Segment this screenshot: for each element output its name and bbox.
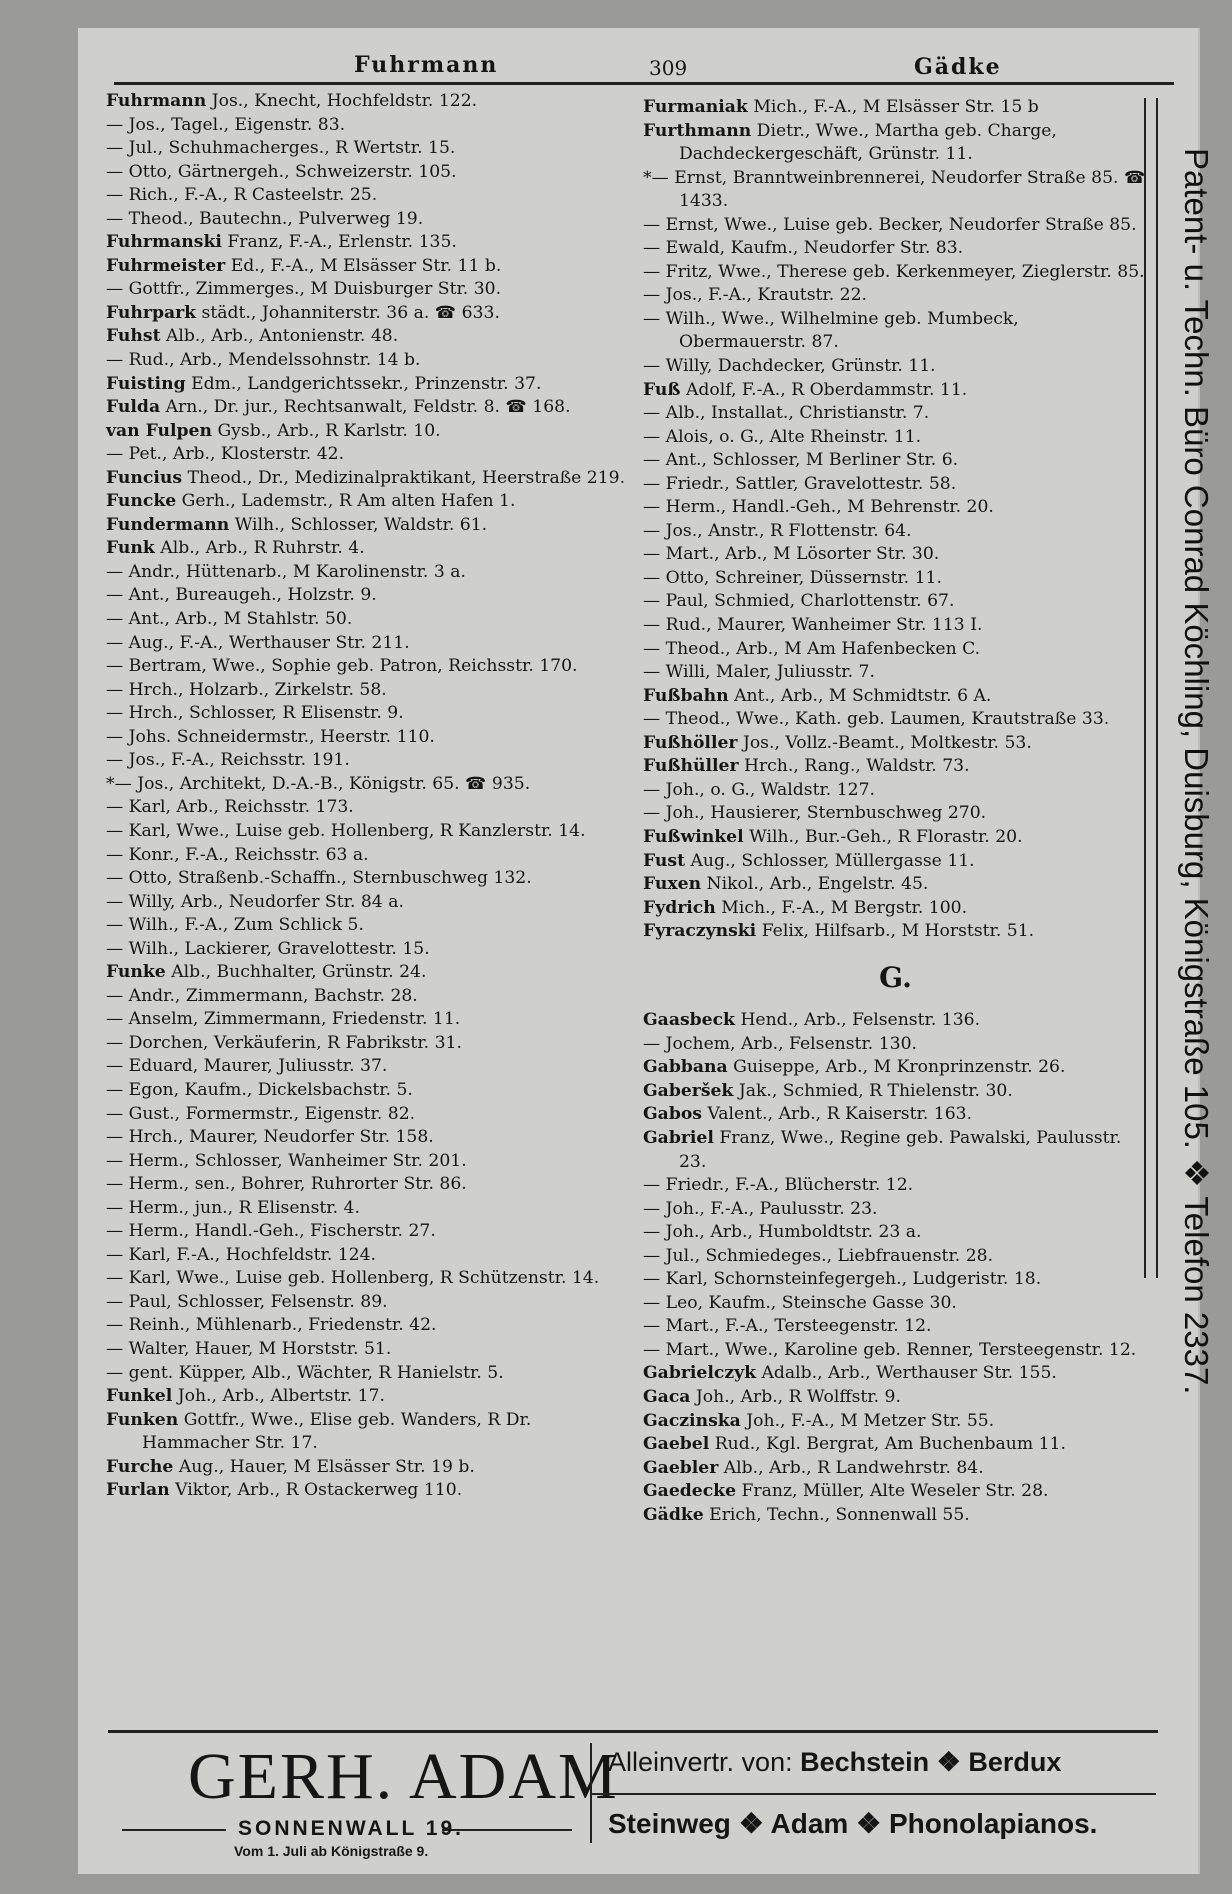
entry-surname: Fuhrmanski <box>106 232 222 253</box>
entry-details: — Gottfr., Zimmerges., M Duisburger Str. 30. <box>106 279 502 300</box>
entry-details: — Rud., Maurer, Wanheimer Str. 113 I. <box>643 615 983 636</box>
page-header <box>114 42 1174 85</box>
entry-surname: Fuß <box>643 379 681 400</box>
entry-details: Franz, Müller, Alte Weseler Str. 28. <box>741 1481 1049 1502</box>
entry-surname: Fußhüller <box>643 756 739 777</box>
directory-entry <box>643 308 1148 355</box>
directory-page <box>78 28 1215 1874</box>
directory-entry <box>643 1268 1148 1292</box>
directory-entry <box>106 679 626 703</box>
entry-details: Alb., Arb., Antonienstr. 48. <box>165 326 399 347</box>
entry-details: — Rich., F.-A., R Casteelstr. 25. <box>106 185 378 206</box>
directory-entry <box>643 284 1148 308</box>
directory-entry <box>643 543 1148 567</box>
entry-details: — Karl, F.-A., Hochfeldstr. 124. <box>106 1244 377 1265</box>
right-column-top-entries <box>643 96 1148 944</box>
directory-entry <box>643 120 1148 167</box>
directory-entry <box>106 820 626 844</box>
entry-details: — Ant., Bureaugeh., Holzstr. 9. <box>106 585 377 606</box>
directory-entry <box>106 373 626 397</box>
ad-sole-prefix: Alleinvertr. von: <box>608 1747 793 1777</box>
directory-entry <box>643 873 1148 897</box>
directory-entry <box>106 90 626 114</box>
entry-details: — Leo, Kaufm., Steinsche Gasse 30. <box>643 1292 957 1313</box>
entry-surname: Furmaniak <box>643 97 748 117</box>
directory-entry <box>643 1198 1148 1222</box>
entry-details: — Jul., Schmiedeges., Liebfrauenstr. 28. <box>643 1245 994 1266</box>
section-letter: G. <box>879 960 912 994</box>
directory-entry <box>643 1433 1148 1457</box>
directory-entry <box>643 1292 1148 1316</box>
entry-details: — Ewald, Kaufm., Neudorfer Str. 83. <box>643 238 964 259</box>
entry-surname: van Fulpen <box>106 420 212 441</box>
directory-entry <box>643 1457 1148 1481</box>
directory-entry <box>106 1197 626 1221</box>
entry-details: — Ant., Schlosser, M Berliner Str. 6. <box>643 450 959 471</box>
entry-details: Dietr., Wwe., Martha geb. Charge, Dachdeckergeschäft, Grünstr. 11. <box>679 120 1057 165</box>
ad-rule-middle <box>590 1793 1156 1795</box>
entry-surname: Gaasbeck <box>643 1010 735 1031</box>
entry-details: — Hrch., Schlosser, R Elisenstr. 9. <box>106 703 404 724</box>
entry-details: — Hrch., Maurer, Neudorfer Str. 158. <box>106 1127 434 1148</box>
entry-details: — Friedr., F.-A., Blücherstr. 12. <box>643 1175 914 1196</box>
directory-entry <box>106 632 626 656</box>
directory-entry <box>643 449 1148 473</box>
right-column-bottom-entries <box>643 1009 1148 1527</box>
directory-entry <box>643 755 1148 779</box>
directory-entry <box>106 1479 626 1503</box>
entry-surname: Gabrielczyk <box>643 1363 757 1384</box>
entry-details: Edm., Landgerichtssekr., Prinzenstr. 37. <box>191 373 542 394</box>
directory-entry <box>106 325 626 349</box>
entry-details: — Mart., Wwe., Karoline geb. Renner, Tersteegenstr. 12. <box>643 1339 1137 1360</box>
entry-details: Adalb., Arb., Werthauser Str. 155. <box>761 1363 1057 1384</box>
entry-details: Ed., F.-A., M Elsässer Str. 11 b. <box>230 255 502 276</box>
directory-entry <box>643 1315 1148 1339</box>
directory-entry <box>643 1033 1148 1057</box>
entry-details: — Theod., Wwe., Kath. geb. Laumen, Krautstraße 33. <box>643 709 1110 730</box>
entry-surname: Fuhrmann <box>106 91 207 111</box>
entry-details: — Otto, Straßenb.-Schaffn., Sternbuschweg 132. <box>106 868 532 889</box>
entry-details: Guiseppe, Arb., M Kronprinzenstr. 26. <box>733 1057 1066 1078</box>
entry-details: — Paul, Schmied, Charlottenstr. 67. <box>643 591 955 612</box>
directory-entry <box>106 726 626 750</box>
directory-entry <box>106 396 626 420</box>
right-column <box>643 96 1148 1527</box>
directory-entry <box>106 1244 626 1268</box>
directory-entry <box>643 520 1148 544</box>
directory-entry <box>106 537 626 561</box>
entry-details: Theod., Dr., Medizinalpraktikant, Heerstraße 219. <box>187 467 626 488</box>
entry-surname: Fuisting <box>106 373 186 394</box>
directory-entry <box>106 891 626 915</box>
entry-surname: Fuhst <box>106 326 161 347</box>
entry-details: — Anselm, Zimmermann, Friedenstr. 11. <box>106 1009 461 1030</box>
entry-details: — Willy, Arb., Neudorfer Str. 84 a. <box>106 891 404 912</box>
sidebar-rule-left <box>1144 98 1158 1278</box>
directory-entry <box>643 1103 1148 1127</box>
entry-details: Nikol., Arb., Engelstr. 45. <box>706 874 929 895</box>
directory-entry <box>643 214 1148 238</box>
entry-details: — Joh., Arb., Humboldtstr. 23 a. <box>643 1222 922 1243</box>
entry-details: — Theod., Arb., M Am Hafenbecken C. <box>643 638 981 659</box>
entry-details: Wilh., Schlosser, Waldstr. 61. <box>234 514 488 535</box>
directory-entry <box>643 1504 1148 1528</box>
left-column <box>106 90 626 1503</box>
entry-details: — Konr., F.-A., Reichsstr. 63 a. <box>106 844 369 865</box>
entry-details: Felix, Hilfsarb., M Horststr. 51. <box>761 921 1035 942</box>
entry-surname: Gädke <box>643 1504 704 1525</box>
entry-surname: Funke <box>106 962 166 983</box>
entry-details: — Egon, Kaufm., Dickelsbachstr. 5. <box>106 1079 413 1100</box>
entry-details: — Ant., Arb., M Stahlstr. 50. <box>106 609 353 630</box>
entry-details: — Eduard, Maurer, Juliusstr. 37. <box>106 1056 388 1077</box>
entry-details: — Johs. Schneidermstr., Heerstr. 110. <box>106 726 435 747</box>
directory-entry <box>106 1338 626 1362</box>
directory-entry <box>106 1362 626 1386</box>
directory-entry <box>643 661 1148 685</box>
entry-details: — Reinh., Mühlenarb., Friedenstr. 42. <box>106 1315 437 1336</box>
entry-surname: Gabbana <box>643 1057 728 1078</box>
directory-entry <box>643 473 1148 497</box>
entry-details: Franz, F.-A., Erlenstr. 135. <box>227 232 457 253</box>
directory-entry <box>106 1150 626 1174</box>
entry-details: — Herm., Schlosser, Wanheimer Str. 201. <box>106 1150 467 1171</box>
entry-surname: Funken <box>106 1409 179 1430</box>
entry-surname: Funcius <box>106 467 183 488</box>
entry-surname: Fyraczynski <box>643 921 757 942</box>
entry-surname: Gaebler <box>643 1457 719 1478</box>
directory-entry <box>106 1103 626 1127</box>
directory-entry <box>106 1220 626 1244</box>
entry-surname: Fußhöller <box>643 732 738 753</box>
entry-surname: Fulda <box>106 397 161 418</box>
directory-entry <box>106 584 626 608</box>
directory-entry <box>643 1174 1148 1198</box>
directory-entry <box>643 402 1148 426</box>
directory-entry <box>106 349 626 373</box>
directory-entry <box>643 261 1148 285</box>
entry-surname: Furlan <box>106 1480 170 1501</box>
directory-entry <box>106 420 626 444</box>
directory-entry <box>643 167 1148 214</box>
ad-brand: GERH. ADAM <box>188 1740 619 1813</box>
directory-entry <box>106 938 626 962</box>
directory-entry <box>643 1386 1148 1410</box>
entry-details: — Willy, Dachdecker, Grünstr. 11. <box>643 356 936 377</box>
entry-details: — Alois, o. G., Alte Rheinstr. 11. <box>643 426 922 447</box>
directory-entry <box>106 514 626 538</box>
directory-entry <box>106 1079 626 1103</box>
entry-details: — Willi, Maler, Juliusstr. 7. <box>643 662 875 683</box>
entry-details: — Herm., sen., Bohrer, Ruhrorter Str. 86. <box>106 1174 467 1195</box>
directory-entry <box>106 961 626 985</box>
entry-details: — Wilh., Lackierer, Gravelottestr. 15. <box>106 938 430 959</box>
entry-details: — Friedr., Sattler, Gravelottestr. 58. <box>643 473 957 494</box>
directory-entry <box>643 1339 1148 1363</box>
entry-details: Mich., F.-A., M Bergstr. 100. <box>721 897 968 918</box>
sidebar-ad-text: Patent- u. Techn. Büro Conrad Köchling, Duisburg, Königstraße 105. ❖ Telefon 2337. <box>1178 148 1215 1395</box>
entry-details: — Jos., F.-A., Reichsstr. 191. <box>106 750 350 771</box>
entry-details: Hend., Arb., Felsenstr. 136. <box>740 1010 981 1031</box>
entry-details: Aug., Hauer, M Elsässer Str. 19 b. <box>178 1456 475 1477</box>
entry-details: — Joh., F.-A., Paulusstr. 23. <box>643 1198 878 1219</box>
entry-surname: Funcke <box>106 491 177 512</box>
entry-details: — Jos., F.-A., Krautstr. 22. <box>643 285 868 306</box>
header-right-keyword: Gädke <box>914 54 1002 80</box>
entry-details: Jos., Vollz.-Beamt., Moltkestr. 53. <box>742 732 1032 753</box>
directory-entry <box>106 184 626 208</box>
directory-entry <box>106 161 626 185</box>
entry-surname: Funkel <box>106 1386 173 1407</box>
directory-entry <box>643 897 1148 921</box>
entry-details: Joh., Arb., Albertstr. 17. <box>177 1386 385 1407</box>
entry-details: — Wilh., F.-A., Zum Schlick 5. <box>106 915 364 936</box>
entry-details: Franz, Wwe., Regine geb. Pawalski, Paulusstr. 23. <box>679 1127 1122 1172</box>
directory-entry <box>643 1245 1148 1269</box>
directory-entry <box>643 1362 1148 1386</box>
entry-details: Alb., Buchhalter, Grünstr. 24. <box>171 962 427 983</box>
header-left-keyword: Fuhrmann <box>354 52 499 78</box>
entry-details: Hrch., Rang., Waldstr. 73. <box>743 756 970 777</box>
entry-details: — Hrch., Holzarb., Zirkelstr. 58. <box>106 679 387 700</box>
entry-surname: Gabos <box>643 1104 702 1125</box>
directory-entry <box>106 490 626 514</box>
entry-details: Rud., Kgl. Bergrat, Am Buchenbaum 11. <box>714 1434 1066 1455</box>
entry-surname: Fußbahn <box>643 685 729 706</box>
directory-entry <box>643 1410 1148 1434</box>
directory-entry <box>106 867 626 891</box>
directory-entry <box>106 114 626 138</box>
entry-surname: Fuxen <box>643 874 702 895</box>
directory-entry <box>106 985 626 1009</box>
directory-entry <box>643 590 1148 614</box>
entry-details: — Walter, Hauer, M Horststr. 51. <box>106 1338 392 1359</box>
entry-surname: Fuhrpark <box>106 302 197 323</box>
entry-details: Gerh., Lademstr., R Am alten Hafen 1. <box>181 491 516 512</box>
directory-entry <box>106 796 626 820</box>
directory-entry <box>106 1409 626 1456</box>
entry-details: — Andr., Hüttenarb., M Karolinenstr. 3 a. <box>106 561 466 582</box>
directory-entry <box>106 561 626 585</box>
directory-entry <box>106 1055 626 1079</box>
directory-entry <box>643 1080 1148 1104</box>
directory-entry <box>106 1291 626 1315</box>
entry-details: Joh., Arb., R Wolffstr. 9. <box>695 1386 901 1407</box>
entry-details: — Jos., Anstr., R Flottenstr. 64. <box>643 520 912 541</box>
directory-entry <box>106 1314 626 1338</box>
entry-details: Gottfr., Wwe., Elise geb. Wanders, R Dr. Hammacher Str. 17. <box>142 1409 532 1454</box>
entry-details: — Fritz, Wwe., Therese geb. Kerkenmeyer, Zieglerstr. 85. <box>643 261 1145 282</box>
entry-details: — Herm., Handl.-Geh., Fischerstr. 27. <box>106 1221 436 1242</box>
directory-entry <box>106 1456 626 1480</box>
directory-entry <box>643 1221 1148 1245</box>
directory-entry <box>106 302 626 326</box>
entry-details: Arn., Dr. jur., Rechtsanwalt, Feldstr. 8. ☎ 168. <box>165 397 571 418</box>
entry-details: — Alb., Installat., Christianstr. 7. <box>643 403 930 424</box>
entry-details: — Herm., jun., R Elisenstr. 4. <box>106 1197 360 1218</box>
directory-entry <box>106 1008 626 1032</box>
directory-entry <box>643 1056 1148 1080</box>
entry-details: Joh., F.-A., M Metzer Str. 55. <box>746 1410 995 1431</box>
directory-entry <box>643 496 1148 520</box>
entry-surname: Fust <box>643 850 686 871</box>
entry-details: — Wilh., Wwe., Wilhelmine geb. Mumbeck, Obermauerstr. 87. <box>643 308 1019 353</box>
directory-entry <box>643 850 1148 874</box>
directory-entry <box>106 231 626 255</box>
entry-details: — Otto, Schreiner, Düssernstr. 11. <box>643 567 942 588</box>
directory-entry <box>106 773 626 797</box>
entry-details: — Joh., o. G., Waldstr. 127. <box>643 779 875 800</box>
directory-entry <box>106 137 626 161</box>
ad-move-notice: Vom 1. Juli ab Königstraße 9. <box>234 1843 429 1859</box>
entry-details: — Pet., Arb., Klosterstr. 42. <box>106 444 345 465</box>
ad-sole-agency <box>608 1747 1061 1778</box>
directory-entry <box>106 255 626 279</box>
entry-details: Wilh., Bur.-Geh., R Florastr. 20. <box>749 826 1023 847</box>
bottom-advertisement <box>108 1730 1158 1859</box>
entry-surname: Fydrich <box>643 897 716 918</box>
entry-details: Adolf, F.-A., R Oberdammstr. 11. <box>685 379 968 400</box>
directory-entry <box>643 379 1148 403</box>
entry-details: — gent. Küpper, Alb., Wächter, R Hanielstr. 5. <box>106 1362 504 1383</box>
ad-sole-brands: Bechstein ❖ Berdux <box>800 1747 1062 1777</box>
entry-details: städt., Johanniterstr. 36 a. ☎ 633. <box>201 302 500 323</box>
directory-entry <box>106 1173 626 1197</box>
directory-entry <box>106 208 626 232</box>
entry-surname: Fußwinkel <box>643 826 744 847</box>
directory-entry <box>106 749 626 773</box>
directory-entry <box>106 1126 626 1150</box>
directory-entry <box>643 826 1148 850</box>
directory-entry <box>643 685 1148 709</box>
directory-entry <box>106 655 626 679</box>
directory-entry <box>106 844 626 868</box>
entry-details: Ant., Arb., M Schmidtstr. 6 A. <box>734 685 992 706</box>
entry-details: — Karl, Wwe., Luise geb. Hollenberg, R Kanzlerstr. 14. <box>106 820 586 841</box>
directory-entry <box>643 237 1148 261</box>
directory-entry <box>106 443 626 467</box>
entry-details: — Karl, Schornsteinfegergeh., Ludgeristr. 18. <box>643 1269 1042 1290</box>
directory-entry <box>643 1480 1148 1504</box>
entry-details: Jak., Schmied, R Thielenstr. 30. <box>738 1080 1013 1101</box>
directory-entry <box>643 96 1148 120</box>
directory-entry <box>643 920 1148 944</box>
entry-details: Viktor, Arb., R Ostackerweg 110. <box>175 1480 463 1501</box>
ad-line-two: Steinweg ❖ Adam ❖ Phonolapianos. <box>608 1808 1098 1839</box>
directory-entry <box>643 732 1148 756</box>
entry-details: — Karl, Wwe., Luise geb. Hollenberg, R Schützenstr. 14. <box>106 1268 600 1289</box>
entry-details: Alb., Arb., R Ruhrstr. 4. <box>160 538 365 559</box>
directory-entry <box>106 608 626 632</box>
entry-details: — Jul., Schuhmacherges., R Wertstr. 15. <box>106 138 456 159</box>
entry-surname: Furthmann <box>643 120 752 141</box>
entry-details: — Ernst, Wwe., Luise geb. Becker, Neudorfer Straße 85. <box>643 214 1137 235</box>
sidebar-advertisement <box>1140 58 1232 1395</box>
entry-details: — Mart., Arb., M Lösorter Str. 30. <box>643 544 940 565</box>
entry-details: — Aug., F.-A., Werthauser Str. 211. <box>106 632 410 653</box>
directory-entry <box>643 426 1148 450</box>
entry-details: — Dorchen, Verkäuferin, R Fabrikstr. 31. <box>106 1032 462 1053</box>
entry-details: — Andr., Zimmermann, Bachstr. 28. <box>106 985 418 1006</box>
entry-details: Valent., Arb., R Kaiserstr. 163. <box>707 1104 973 1125</box>
ad-rule-left <box>122 1829 226 1831</box>
directory-entry <box>106 467 626 491</box>
directory-entry <box>106 1032 626 1056</box>
entry-surname: Furche <box>106 1456 174 1477</box>
entry-details: Erich, Techn., Sonnenwall 55. <box>709 1504 970 1525</box>
entry-surname: Gabriel <box>643 1127 714 1148</box>
directory-entry <box>643 638 1148 662</box>
entry-details: — Otto, Gärtnergeh., Schweizerstr. 105. <box>106 161 457 182</box>
directory-entry <box>643 708 1148 732</box>
entry-surname: Fundermann <box>106 514 230 535</box>
directory-entry <box>106 278 626 302</box>
directory-entry <box>106 702 626 726</box>
entry-details: — Bertram, Wwe., Sophie geb. Patron, Reichsstr. 170. <box>106 656 578 677</box>
entry-details: — Theod., Bautechn., Pulverweg 19. <box>106 208 424 229</box>
entry-details: — Rud., Arb., Mendelssohnstr. 14 b. <box>106 350 421 371</box>
entry-details: — Gust., Formermstr., Eigenstr. 82. <box>106 1103 416 1124</box>
entry-surname: Fuhrmeister <box>106 255 226 276</box>
entry-surname: Gaca <box>643 1386 691 1407</box>
directory-entry <box>643 1127 1148 1174</box>
directory-entry <box>643 355 1148 379</box>
entry-details: — Herm., Handl.-Geh., M Behrenstr. 20. <box>643 497 994 518</box>
directory-entry <box>643 567 1148 591</box>
directory-entry <box>106 1385 626 1409</box>
directory-entry <box>643 614 1148 638</box>
page-number: 309 <box>649 56 688 80</box>
entry-details: *— Jos., Architekt, D.-A.-B., Königstr. 65. ☎ 935. <box>106 773 531 794</box>
entry-details: — Karl, Arb., Reichsstr. 173. <box>106 797 354 818</box>
entry-details: Jos., Knecht, Hochfeldstr. 122. <box>211 91 478 111</box>
entry-details: — Joh., Hausierer, Sternbuschweg 270. <box>643 803 987 824</box>
entry-surname: Gaedecke <box>643 1481 737 1502</box>
directory-entry <box>643 1009 1148 1033</box>
entry-surname: Gaczinska <box>643 1410 741 1431</box>
entry-surname: Gaebel <box>643 1434 710 1455</box>
ad-address: SONNENWALL 19. <box>238 1817 464 1840</box>
directory-entry <box>643 802 1148 826</box>
entry-details: Mich., F.-A., M Elsässer Str. 15 b <box>753 97 1039 117</box>
entry-details: Gysb., Arb., R Karlstr. 10. <box>217 420 441 441</box>
directory-entry <box>643 779 1148 803</box>
entry-details: — Mart., F.-A., Tersteegenstr. 12. <box>643 1316 932 1337</box>
entry-details: — Jos., Tagel., Eigenstr. 83. <box>106 114 346 135</box>
entry-details: Alb., Arb., R Landwehrstr. 84. <box>723 1457 984 1478</box>
entry-details: — Paul, Schlosser, Felsenstr. 89. <box>106 1291 388 1312</box>
directory-entry <box>106 914 626 938</box>
entry-details: Aug., Schlosser, Müllergasse 11. <box>690 850 975 871</box>
entry-details: — Jochem, Arb., Felsenstr. 130. <box>643 1033 917 1054</box>
directory-entry <box>106 1267 626 1291</box>
entry-details: *— Ernst, Branntweinbrennerei, Neudorfer Straße 85. ☎ 1433. <box>643 167 1146 212</box>
entry-surname: Funk <box>106 538 155 559</box>
entry-surname: Gaberšek <box>643 1080 734 1101</box>
